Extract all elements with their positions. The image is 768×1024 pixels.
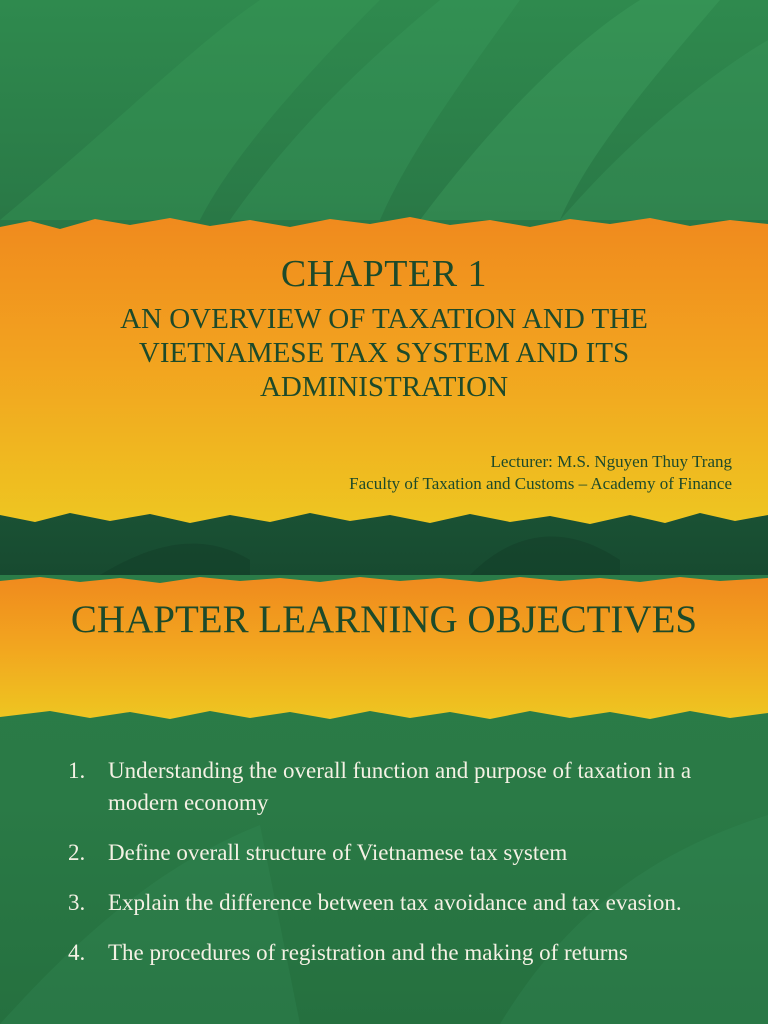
objective-text: The procedures of registration and the making of returns — [108, 940, 628, 965]
objective-number: 4. — [68, 940, 86, 965]
objective-text: Understanding the overall function and purpose of taxation in a modern economy — [108, 758, 692, 815]
objectives-title: CHAPTER LEARNING OBJECTIVES — [70, 598, 698, 641]
objective-item — [68, 937, 708, 969]
objective-text: Explain the difference between tax avoidance and tax evasion. — [108, 890, 682, 915]
chapter-subtitle: AN OVERVIEW OF TAXATION AND THE VIETNAMESE TAX SYSTEM AND ITS ADMINISTRATION — [120, 303, 648, 403]
objective-number: 1. — [68, 758, 86, 783]
chapter-title: CHAPTER 1 — [280, 253, 488, 295]
objective-item — [68, 837, 708, 869]
objective-text: Define overall structure of Vietnamese tax system — [108, 840, 568, 865]
faculty-line: Faculty of Taxation and Customs – Academy of Finance — [349, 474, 732, 493]
objective-number: 3. — [68, 890, 86, 915]
objectives-list — [68, 755, 708, 987]
slide-objectives — [0, 575, 768, 1024]
lecturer-line: Lecturer: M.S. Nguyen Thuy Trang — [490, 452, 732, 471]
objective-number: 2. — [68, 840, 86, 865]
objective-item — [68, 755, 708, 819]
objective-item — [68, 887, 708, 919]
